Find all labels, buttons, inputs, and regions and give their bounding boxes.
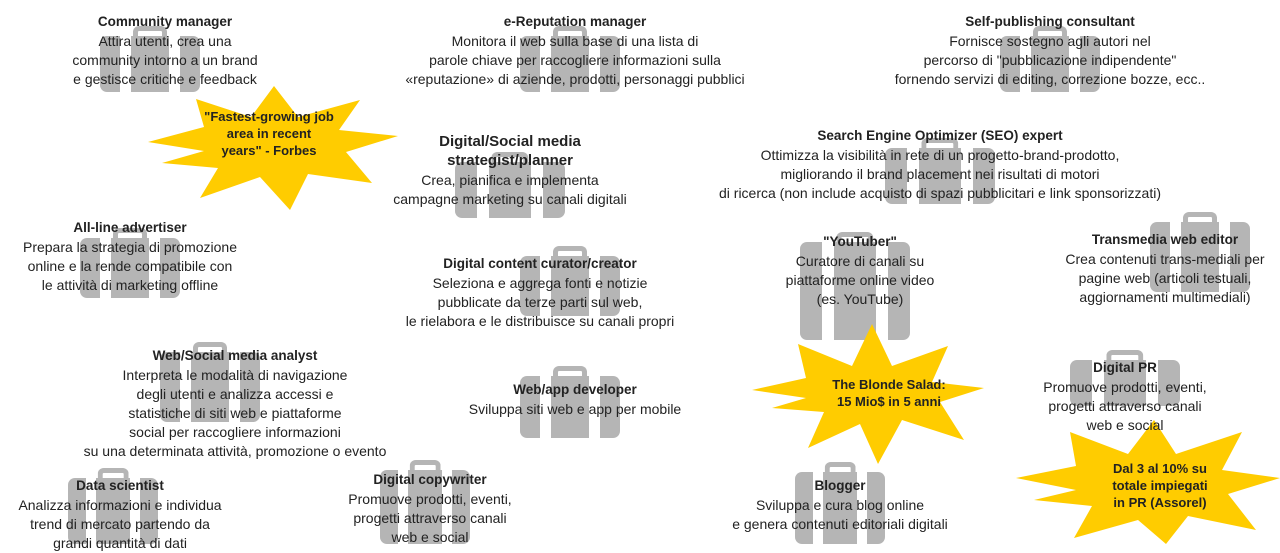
role-e-reputation-manager (370, 12, 780, 89)
role-description: Analizza informazioni e individua trend di mercato partendo da grandi quantità di dati (18, 497, 222, 551)
role-description: Crea, pianifica e implementa campagne marketing su canali digitali (393, 172, 627, 207)
role-title: "YouTuber" (823, 234, 897, 249)
role-data-scientist (0, 476, 240, 553)
burst-forbes-text: "Fastest-growing job area in recent years" - Forbes (204, 109, 334, 158)
role-title: Community manager (97, 14, 233, 29)
role-digital-social-media-strategist (370, 132, 650, 209)
role-title: Search Engine Optimizer (SEO) expert (817, 128, 1063, 143)
role-description: Sviluppa siti web e app per mobile (468, 401, 682, 417)
starburst-forbes (148, 86, 398, 210)
role-description: Promuove prodotti, eventi, progetti attraverso canali web e social (1043, 379, 1207, 433)
role-title: Web/Social media analyst (152, 348, 318, 363)
role-description: Ottimizza la visibilità in rete di un progetto-brand-prodotto, migliorando il brand placement nei risultati di motori di ricerca (non include acquisto di spazi pubblicitari e link sponsorizzati) (719, 147, 1161, 201)
role-title: All-line advertiser (73, 220, 187, 235)
burst-blonde-salad-text: The Blonde Salad: 15 Mio$ in 5 anni (832, 377, 946, 409)
role-digital-pr (1020, 358, 1230, 435)
role-title: Digital copywriter (373, 472, 487, 487)
role-title: e-Reputation manager (503, 14, 647, 29)
role-title: Blogger (814, 478, 866, 493)
role-description: Sviluppa e cura blog online e genera contenuti editoriali digitali (732, 497, 948, 532)
role-description: Attira utenti, crea una community intorno a un brand e gestisce critiche e feedback (72, 33, 258, 87)
role-title: Web/app developer (513, 382, 637, 397)
role-digital-copywriter (320, 470, 540, 547)
role-description: Monitora il web sulla base di una lista di parole chiave per raccogliere informazioni sulla «reputazione» di aziende, prodotti, personaggi pubblici (405, 33, 745, 87)
role-description: Crea contenuti trans-mediali per pagine web (articoli testuali, aggiornamenti multimediali) (1065, 251, 1265, 305)
role-web-app-developer (440, 380, 710, 419)
role-transmedia-web-editor (1050, 230, 1280, 307)
role-description: Interpreta le modalità di navigazione degli utenti e analizza accessi e statistiche di siti web e piattaforme social per raccogliere informazioni su una determinata attività, promozione o evento (83, 367, 387, 459)
role-self-publishing-consultant (860, 12, 1240, 89)
role-community-manager (40, 12, 290, 89)
role-all-line-advertiser (0, 218, 260, 295)
burst-assorel-text: Dal 3 al 10% su totale impiegati in PR (Assorel) (1112, 461, 1208, 510)
role-title: Data scientist (76, 478, 164, 493)
role-description: Prepara la strategia di promozione online e la rende compatibile con le attività di marketing offline (22, 239, 237, 293)
role-web-social-media-analyst (20, 346, 450, 461)
role-title: Digital PR (1093, 360, 1157, 375)
role-title: Digital content curator/creator (443, 256, 637, 271)
role-title: Transmedia web editor (1091, 232, 1239, 247)
role-description: Curatore di canali su piattaforme online video (es. YouTube) (785, 253, 935, 307)
role-seo-expert (680, 126, 1200, 203)
starburst-blonde-salad (752, 324, 984, 464)
role-blogger (700, 476, 980, 534)
role-description: Seleziona e aggrega fonti e notizie pubblicate da terze parti sul web, le rielabora e le distribuisce su canali propri (405, 275, 675, 329)
role-digital-content-curator (365, 254, 715, 331)
role-title: Digital/Social media strategist/planner (439, 133, 581, 169)
role-description: Fornisce sostegno agli autori nel percorso di "pubblicazione indipendente" fornendo servizi di editing, correzione bozze, ecc.. (894, 33, 1206, 87)
role-description: Promuove prodotti, eventi, progetti attraverso canali web e social (348, 491, 512, 545)
starburst-assorel (1016, 420, 1280, 544)
role-title: Self-publishing consultant (965, 14, 1135, 29)
role-youtuber (740, 232, 980, 309)
